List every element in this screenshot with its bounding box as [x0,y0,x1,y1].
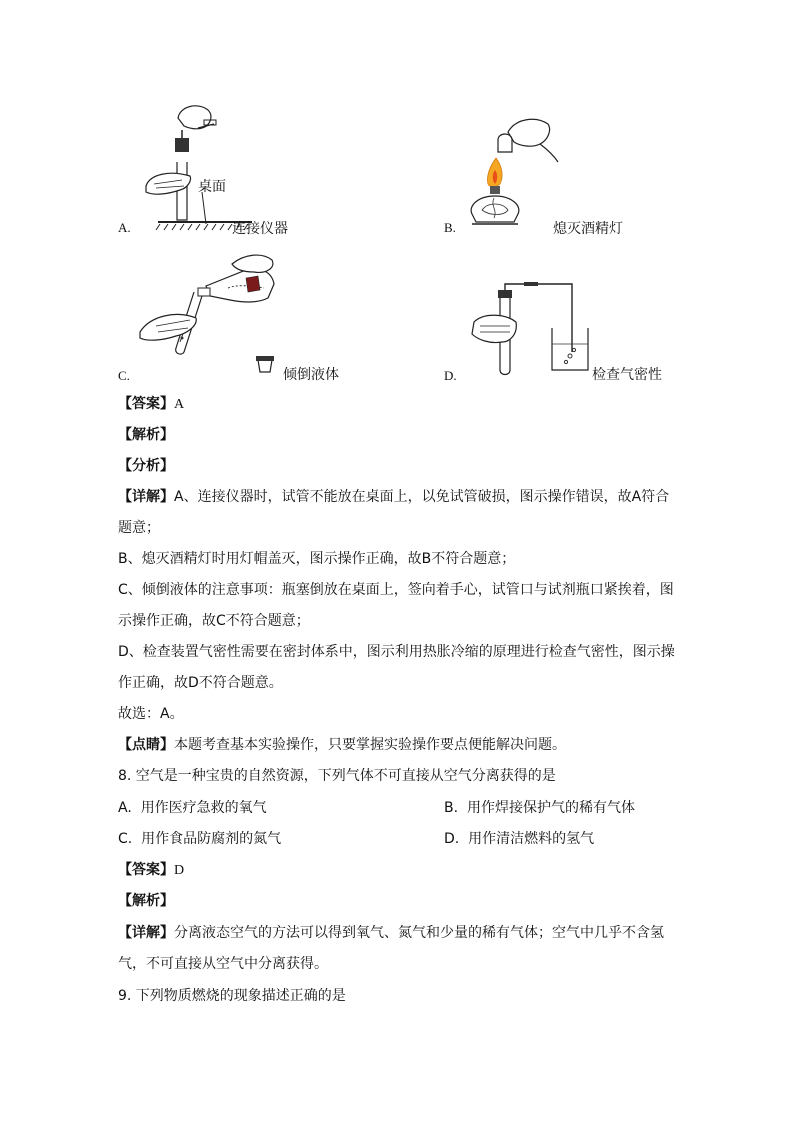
figure-d-illustration [466,282,596,382]
q8-detail-tag: 【详解】 [118,925,174,941]
q8-detail-2: 气，不可直接从空气中分离获得。 [118,956,328,972]
figure-a-caption: 连接仪器 [232,221,288,237]
q8-option-d [444,829,594,849]
figure-a-illustration [140,100,260,230]
q7-answer: A [174,397,185,412]
figure-a-label: 桌面 [198,179,226,195]
figure-b-caption: 熄灭酒精灯 [553,221,623,237]
q7-detail-4b: 作正确，故D不符合题意。 [118,675,283,691]
q7-detail-3: C、倾倒液体的注意事项：瓶塞倒放在桌面上，签向着手心，试管口与试剂瓶口紧挨着，图 [118,582,674,598]
figure-d-caption: 检查气密性 [592,367,662,383]
q9-stem: 9. 下列物质燃烧的现象描述正确的是 [118,988,346,1004]
q8-option-a-letter: A. [118,800,132,816]
q8-option-b-letter: B. [444,800,459,816]
q7-detail-3b: 示操作正确，故C不符合题意； [118,613,310,629]
q8-option-d-letter: D. [444,831,460,847]
q7-detail-tag: 【详解】 [118,489,174,505]
q8-option-d-text: 用作清洁燃料的氢气 [468,831,595,847]
q8-option-c-letter: C. [118,831,133,847]
q8-answer: D [174,863,185,878]
q7-comment-line [118,735,566,755]
q8-answer-tag: 【答案】 [118,862,174,878]
q8-option-c-text: 用作食品防腐剂的氮气 [141,831,282,847]
q7-detail-line-1 [118,487,669,507]
figure-c-caption: 倾倒液体 [283,367,339,383]
figure-d-letter: D. [444,368,457,383]
q8-detail-1: 分离液态空气的方法可以得到氧气、氮气和少量的稀有气体；空气中几乎不含氢 [174,925,664,941]
q8-answer-line [118,860,184,881]
q7-answer-tag: 【答案】 [118,396,174,412]
q8-option-b-text: 用作焊接保护气的稀有气体 [466,800,635,816]
q7-answer-line [118,394,184,415]
q7-fenxi-tag: 【分析】 [118,458,174,474]
figure-b-letter: B. [444,220,456,235]
q7-detail-4: D、检查装置气密性需要在密封体系中，图示利用热胀冷缩的原理进行检查气密性，图示操 [118,644,675,660]
q8-analysis-tag: 【解析】 [118,893,174,909]
q8-option-a [118,798,267,818]
q7-detail-1b: 题意； [118,520,160,536]
figure-a-letter: A. [118,220,131,235]
q8-option-a-text: 用作医疗急救的氧气 [140,800,267,816]
figure-b-illustration [468,110,578,230]
q8-stem: 8. 空气是一种宝贵的自然资源，下列气体不可直接从空气分离获得的是 [118,768,556,784]
q7-comment-tag: 【点睛】 [118,737,174,753]
q7-detail-2: B、熄灭酒精灯时用灯帽盖灭，图示操作正确，故B不符合题意； [118,551,516,567]
figure-c-illustration [136,248,286,378]
q7-comment: 本题考查基本实验操作，只要掌握实验操作要点便能解决问题。 [174,737,566,753]
figure-c-letter: C. [118,368,130,383]
q8-detail-line-1 [118,923,664,943]
q8-option-b [444,798,635,818]
q7-analysis-tag: 【解析】 [118,427,174,443]
q7-detail-1: A、连接仪器时，试管不能放在桌面上，以免试管破损，图示操作错误，故A符合 [174,489,670,505]
q8-option-c [118,829,281,849]
q7-choice: 故选：A。 [118,706,184,722]
